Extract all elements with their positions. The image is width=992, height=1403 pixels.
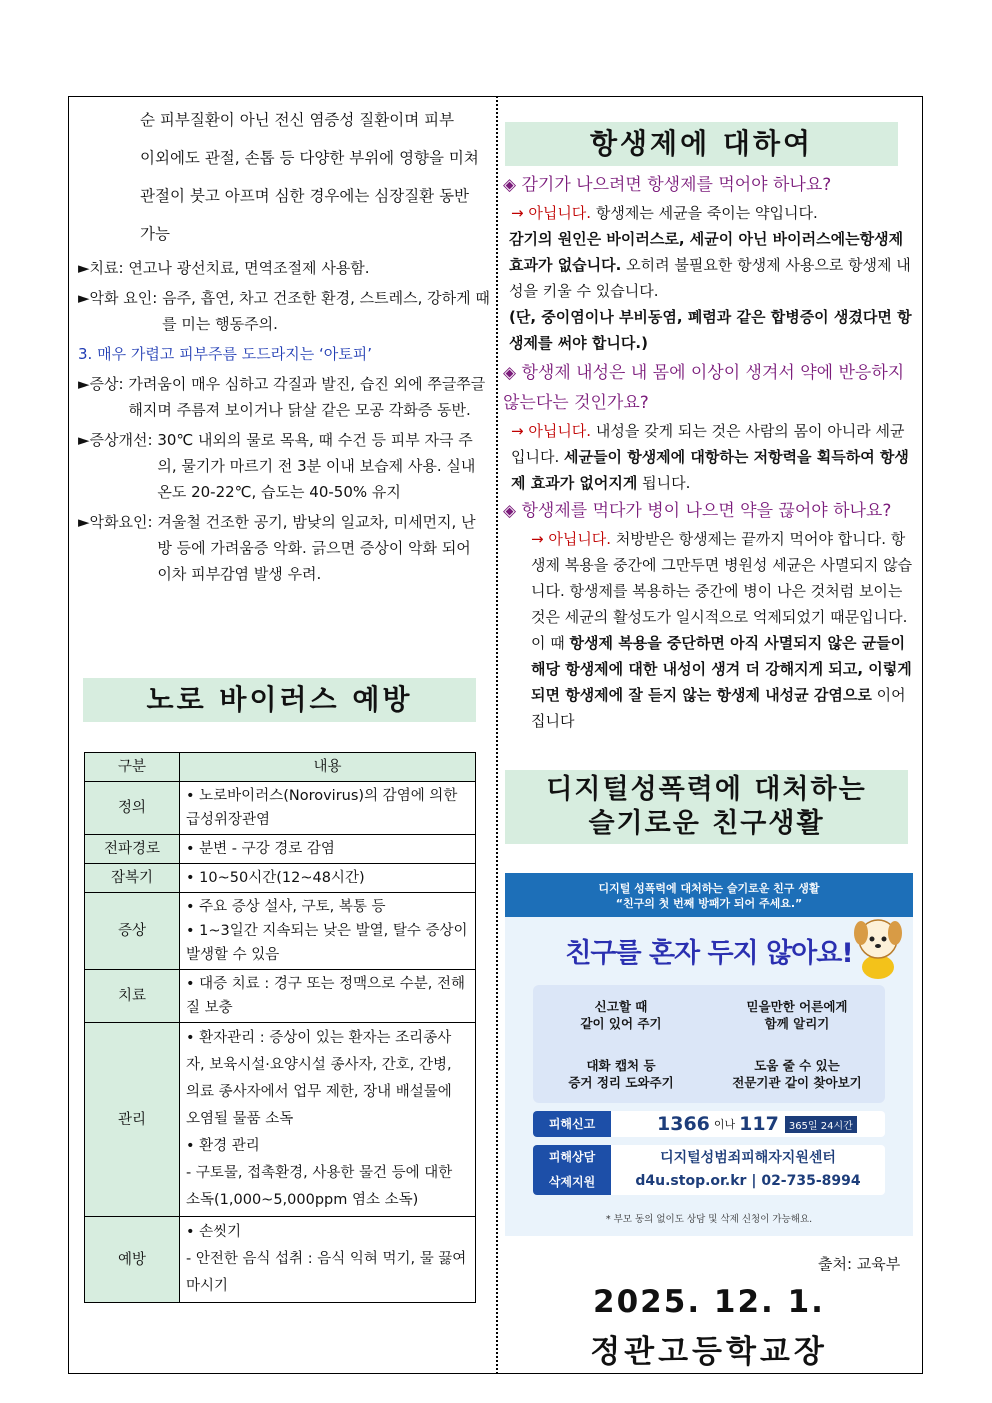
table-header: 내용	[180, 753, 476, 782]
row-text: • 분변 - 구강 경로 감염	[186, 841, 335, 857]
symptom-text: 가려움이 매우 심하고 각질과 발진, 습진 외에 쭈글쭈글 해지며 주름져 보이거나 닭살 같은 모공 각화증 동반.	[128, 375, 486, 419]
symptom-item	[78, 371, 490, 423]
symptom-label: ►증상:	[78, 375, 124, 393]
row-text: • 대증 치료 : 경구 또는 정맥으로 수분, 전해질 보충	[186, 976, 466, 1016]
consult-tag	[533, 1145, 611, 1195]
row-key: 치료	[85, 970, 180, 1023]
row-text: • 1~3일간 지속되는 낮은 발열, 탈수 증상이 발생할 수 있음	[186, 923, 468, 963]
row-text: • 환자관리 : 증상이 있는 환자는 조리종사자, 보육시설·요양시설 종사자, 간호, 간병, 의료 종사자에서 업무 제한, 장내 배설물에 오염될 물품 소독	[186, 1030, 452, 1127]
consult-tag-line: 피해상담	[548, 1150, 596, 1164]
campaign-poster	[505, 873, 913, 1236]
answer-text: 됩니다.	[637, 474, 691, 492]
row-key: 정의	[85, 782, 180, 835]
noro-title: 노로 바이러스 예방	[83, 678, 476, 722]
answer-text: 내성을 갖게 되는 것은 사람의 몸이 아니라 세균입니다.	[511, 422, 905, 466]
left-column	[78, 101, 490, 587]
intro-line: 이외에도 관절, 손톱 등 다양한 부위에 영향을 미쳐	[140, 149, 479, 167]
table-row	[85, 782, 476, 835]
report-tag: 피해신고	[533, 1111, 611, 1137]
row-key: 예방	[85, 1217, 180, 1303]
action-text: 믿을만한 어른에게 함께 알리기	[746, 998, 848, 1031]
row-value	[180, 893, 476, 970]
question-2: ◈ 항생제 내성은 내 몸에 이상이 생겨서 약에 반응하지 않는다는 것인가요?	[503, 363, 905, 413]
answer-text: 오히려 불필요한 항생제 사용으로 항생제 내성을 키울 수 있습니다.	[509, 256, 911, 300]
action-text: 대화 캡처 등 증거 정리 도와주기	[568, 1057, 674, 1090]
factor-text: 겨울철 건조한 공기, 밤낮의 일교차, 미세먼지, 난방 등에 가려움증 악화. 긁으면 증상이 악화 되어 이차 피부감염 발생 우려.	[157, 513, 476, 583]
consult-info	[611, 1147, 885, 1193]
intro-text	[78, 101, 490, 253]
improve-text: 30℃ 내외의 물로 목욕, 때 수건 등 피부 자극 주의, 물기가 마르기 전 3분 이내 보습제 사용. 실내 온도 20-22℃, 습도는 40-50% 유지	[157, 431, 476, 501]
row-value	[180, 1023, 476, 1217]
table-row	[85, 970, 476, 1023]
principal-signature: 정관고등학교장	[590, 1334, 828, 1370]
factor-label: ►악화요인:	[78, 513, 153, 531]
row-text: • 주요 증상 설사, 구토, 복통 등	[186, 899, 386, 915]
row-value	[180, 835, 476, 864]
row-value	[180, 864, 476, 893]
row-value	[180, 970, 476, 1023]
issue-date: 2025. 12. 1.	[593, 1284, 825, 1320]
atopy-heading: 3. 매우 가렵고 피부주름 도드라지는 ‘아토피’	[78, 345, 373, 363]
intro-line: 관절이 붓고 아프며 심한 경우에는 심장질환 동반	[140, 187, 470, 205]
table-row	[85, 893, 476, 970]
column-divider	[496, 96, 498, 1374]
improve-label: ►증상개선:	[78, 431, 153, 449]
table-header-row	[85, 753, 476, 782]
answer-no: → 아닙니다.	[531, 530, 612, 548]
answer-bold: 항생제 복용을 중단하면 아직 사멸되지 않은 균들이 해당 항생제에 대한 내성이 생겨 더 강해지게 되고, 이렇게 되면 항생제에 잘 듣지 않는 항생제 내성균 감염으로	[531, 634, 912, 704]
worse-text: 음주, 흡연, 차고 건조한 환경, 스트레스, 강하게 때를 미는 행동주의.	[162, 289, 490, 333]
action-grid	[533, 985, 885, 1103]
table-row	[85, 1023, 476, 1217]
consult-row	[533, 1145, 885, 1195]
intro-line: 가능	[140, 225, 170, 243]
answer-bold: 감기의 원인은 바이러스로, 세균이 아닌 바이러스에는항생제 효과가 없습니다.	[509, 230, 904, 274]
consult-tag-line: 삭제지원	[548, 1175, 596, 1189]
worse-label: ►악화 요인:	[78, 289, 158, 307]
question-3: ◈ 항생제를 먹다가 병이 나으면 약을 끊어야 하나요?	[503, 501, 892, 521]
antibiotic-title: 항생제에 대하여	[505, 122, 898, 166]
answer-no: → 아닙니다.	[511, 422, 592, 440]
worse-item	[78, 285, 490, 337]
answer-text: 이어집니다	[531, 686, 906, 730]
answer-no: → 아닙니다.	[511, 204, 592, 222]
report-badge: 365일 24시간	[785, 1116, 857, 1133]
table-row	[85, 835, 476, 864]
treatment-text: 연고나 광선치료, 면역조절제 사용함.	[128, 259, 370, 277]
table-row	[85, 864, 476, 893]
action-cell	[533, 985, 709, 1044]
digital-title	[505, 770, 908, 844]
poster-headline: 친구를 혼자 두지 않아요!	[565, 938, 853, 969]
intro-line: 순 피부질환이 아닌 전신 염증성 질환이며 피부	[140, 111, 455, 129]
row-value	[180, 782, 476, 835]
action-cell	[533, 1044, 709, 1103]
question-1: ◈ 감기가 나으려면 항생제를 먹어야 하나요?	[503, 175, 832, 195]
report-or: 이나	[713, 1118, 736, 1131]
row-text: • 10~50시간(12~48시간)	[186, 870, 365, 886]
digital-title-line: 슬기로운 친구생활	[588, 808, 825, 839]
factor-item	[78, 509, 490, 587]
poster-top-line: 디지털 성폭력에 대처하는 슬기로운 친구 생활	[598, 882, 820, 895]
row-key: 잠복기	[85, 864, 180, 893]
answer-note: (단, 중이염이나 부비동염, 폐렴과 같은 합병증이 생겼다면 항생제를 써야 합니다.)	[509, 308, 912, 352]
action-cell	[709, 985, 885, 1044]
improve-item	[78, 427, 490, 505]
answer-text: 항생제는 세균을 죽이는 약입니다.	[591, 204, 818, 222]
center-name: 디지털성범죄피해자지원센터	[660, 1150, 836, 1166]
row-text: - 안전한 음식 섭취 : 음식 익혀 먹기, 물 끓여 마시기	[186, 1251, 467, 1294]
treatment-label: ►치료:	[78, 259, 124, 277]
poster-footnote: * 부모 동의 없이도 상담 및 삭제 신청이 가능해요.	[605, 1214, 813, 1225]
answer-bold: 세균들이 항생제에 대항하는 저항력을 획득하여 항생제 효과가 없어지게	[511, 448, 909, 492]
report-number: 1366	[657, 1113, 710, 1135]
poster-top-line: “친구의 첫 번째 방패가 되어 주세요.”	[615, 897, 803, 910]
row-text: - 구토물, 접촉환경, 사용한 물건 등에 대한 소독(1,000~5,000ppm 염소 소독)	[186, 1165, 453, 1208]
row-key: 증상	[85, 893, 180, 970]
action-text: 도움 줄 수 있는 전문기관 같이 찾아보기	[732, 1057, 862, 1090]
table-row	[85, 1217, 476, 1303]
row-text: • 손씻기	[186, 1224, 242, 1240]
treatment-item	[78, 255, 490, 281]
row-text: • 노로바이러스(Norovirus)의 감염에 의한 급성위장관염	[186, 788, 458, 828]
action-cell	[709, 1044, 885, 1103]
digital-title-line: 디지털성폭력에 대처하는	[546, 774, 867, 805]
puppy-mascot-icon	[847, 909, 909, 979]
row-value	[180, 1217, 476, 1303]
answer-text: 처방받은 항생제는 끝까지 먹어야 합니다. 항생제 복용을 중간에 그만두면 병원성 세균은 사멸되지 않습니다. 항생제를 복용하는 중간에 병이 나은 것처럼 보이는 것은 세균의 활성도가 일시적으로 억제되었기 때문입니다. 이 때	[531, 530, 913, 652]
report-row	[533, 1111, 885, 1137]
noro-table	[84, 752, 476, 1303]
row-key: 관리	[85, 1023, 180, 1217]
row-key: 전파경로	[85, 835, 180, 864]
report-number: 117	[739, 1113, 779, 1135]
row-text: • 환경 관리	[186, 1138, 260, 1154]
center-site: d4u.stop.or.kr | 02-735-8994	[635, 1173, 861, 1189]
source-note: 출처: 교육부	[818, 1255, 901, 1273]
action-text: 신고할 때 같이 있어 주기	[580, 998, 662, 1031]
table-header: 구분	[85, 753, 180, 782]
antibiotic-section	[503, 170, 918, 734]
